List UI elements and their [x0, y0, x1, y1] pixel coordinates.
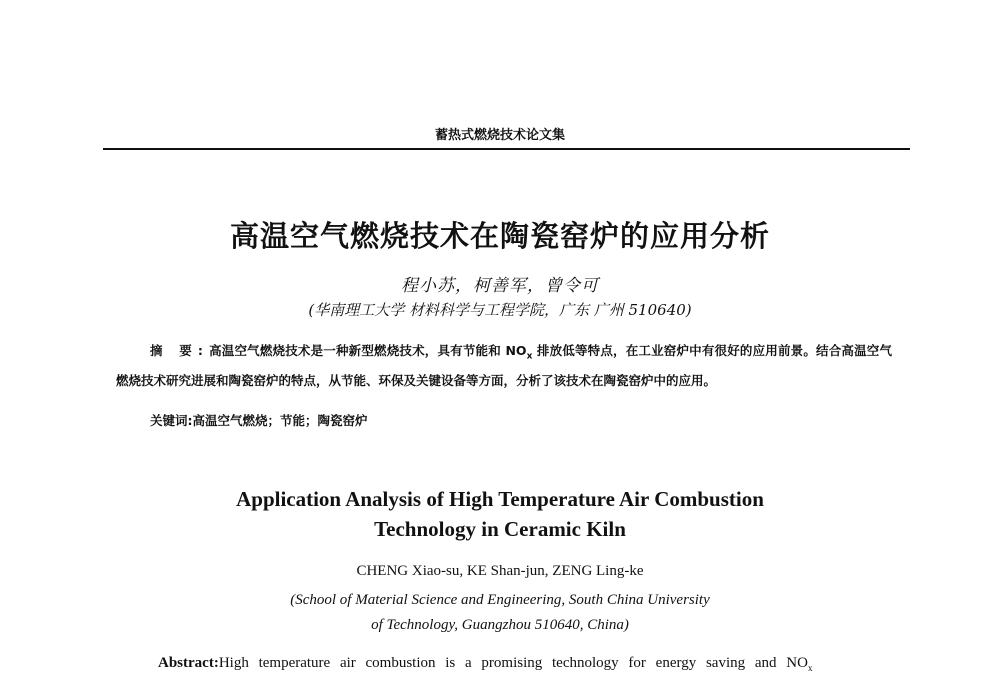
cn-abstract-text-2: 排放低等特点，在工业窑炉中有很好的应用前景。结合高温空气燃烧技术研究进展和陶瓷窑炉的特点，从节能、环保及关键设备等方面，分析了该技术在陶瓷窑炉中的应用。 [116, 343, 892, 388]
en-title-line-1: Application Analysis of High Temperature Air Combustion [236, 487, 764, 511]
cn-keywords [150, 411, 368, 429]
en-authors: CHENG Xiao-su, KE Shan-jun, ZENG Ling-ke [356, 563, 644, 579]
cn-abstract-label: 摘 要: [150, 343, 209, 358]
en-abstract-label: Abstract: [158, 655, 219, 671]
cn-affiliation: (华南理工大学 材料科学与工程学院，广东 广州 510640) [308, 301, 692, 319]
cn-abstract [116, 339, 892, 392]
cn-authors: 程小苏，柯善军，曾令可 [401, 276, 599, 296]
running-header: 蓄热式燃烧技术论文集 [434, 128, 565, 143]
cn-abstract-text-1: 高温空气燃烧技术是一种新型燃烧技术，具有节能和 NO [208, 343, 527, 358]
cn-title: 高温空气燃烧技术在陶瓷窑炉的应用分析 [229, 219, 770, 253]
header-rule [103, 148, 910, 150]
en-abstract-text: High temperature air combustion is a promising technology for energy saving and NO [218, 655, 808, 671]
cn-abstract-sub: x [526, 351, 533, 362]
en-affiliation [0, 588, 1000, 638]
en-abstract [158, 655, 812, 673]
en-title-line-2: Technology in Ceramic Kiln [374, 517, 626, 541]
cn-keywords-label: 关键词: [150, 413, 193, 428]
en-abstract-sub: x [807, 663, 813, 673]
en-affiliation-line-2: of Technology, Guangzhou 510640, China) [371, 617, 629, 633]
en-title [0, 484, 1000, 544]
cn-keywords-text: 高温空气燃烧；节能；陶瓷窑炉 [192, 413, 368, 428]
en-affiliation-line-1: (School of Material Science and Engineering, South China University [290, 592, 710, 608]
